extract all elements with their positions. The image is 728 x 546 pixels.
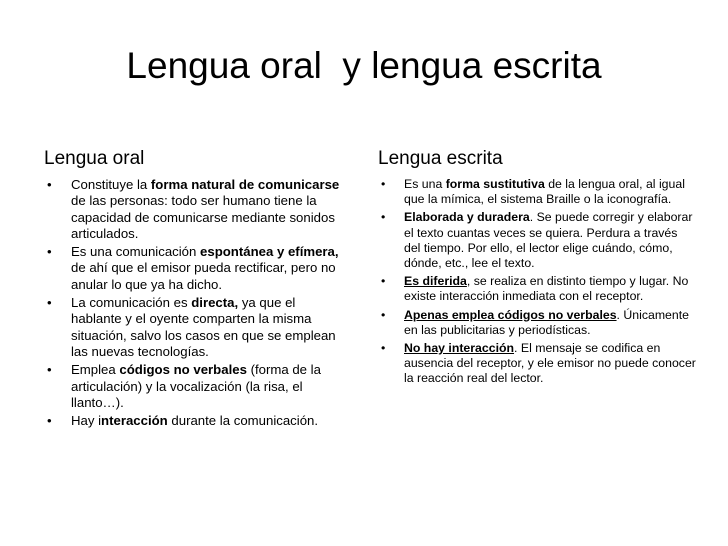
emphasis-text: Elaborada y duradera: [404, 210, 530, 225]
bullet-marker: •: [47, 244, 52, 260]
bullet-marker: •: [381, 341, 386, 356]
emphasis-text: directa,: [191, 295, 239, 311]
slide-title: Lengua oral y lengua escrita: [126, 45, 602, 86]
written-column: [378, 147, 696, 390]
list-item: [44, 177, 348, 242]
item-text: Emplea: [71, 362, 120, 378]
written-list: [378, 177, 696, 387]
item-text: de ahí que el emisor pueda rectificar, pero no anular lo que ya ha dicho.: [71, 260, 336, 292]
oral-column: [44, 147, 348, 431]
list-item: [44, 295, 348, 360]
emphasis-text: espontánea y efímera,: [200, 244, 339, 260]
emphasis-text: forma natural de comunicarse: [150, 177, 340, 192]
item-text: . El mensaje se codifica en ausencia del receptor, y ele emisor no puede conocer la reacción real del lector.: [404, 341, 696, 386]
item-text: , se realiza en distinto tiempo y lugar. No existe interacción inmediata con el receptor.: [404, 274, 689, 304]
written-heading: Lengua escrita: [378, 148, 503, 169]
emphasis-text: Es diferida: [404, 274, 467, 289]
oral-heading: Lengua oral: [44, 148, 145, 169]
item-text: ya que el hablante y el oyente comparten la misma situación, salvo los casos en que se emplean las nuevas tecnologías.: [71, 295, 336, 359]
oral-list: [44, 177, 348, 429]
emphasis-text: No hay interacción: [404, 341, 515, 356]
bullet-marker: •: [381, 210, 386, 225]
bullet-marker: •: [47, 362, 52, 378]
item-text: Es una: [404, 177, 446, 191]
list-item: [44, 244, 348, 293]
list-item: [378, 308, 696, 338]
emphasis-text: códigos no verbales: [119, 362, 247, 378]
list-item: [378, 177, 696, 207]
emphasis-text: nteracción: [101, 413, 168, 429]
bullet-marker: •: [47, 295, 52, 311]
list-item: [378, 274, 696, 304]
bullet-marker: •: [381, 274, 386, 289]
bullet-marker: •: [47, 413, 52, 429]
item-text: de la lengua oral, al igual que la mímica, el sistema Braille o la iconografía.: [404, 177, 685, 207]
item-text: Es una comunicación: [71, 244, 201, 260]
item-text: (forma de la articulación) y la vocalización (la risa, el llanto…).: [71, 362, 321, 410]
bullet-marker: •: [381, 307, 386, 322]
item-text: Hay i: [71, 413, 102, 429]
item-text: . Únicamente en las publicitarias y periodísticas.: [404, 307, 689, 337]
list-item: [44, 413, 348, 429]
list-item: [378, 210, 696, 271]
list-item: [378, 341, 696, 387]
item-text: de las personas: todo ser humano tiene la capacidad de comunicarse mediante sonidos articulados.: [71, 193, 335, 241]
bullet-marker: •: [381, 177, 386, 191]
emphasis-text: Apenas emplea códigos no verbales: [404, 307, 617, 322]
list-item: [44, 362, 348, 411]
item-text: Constituye la: [71, 177, 151, 192]
emphasis-text: forma sustitutiva: [445, 177, 545, 191]
item-text: La comunicación es: [71, 295, 192, 311]
item-text: durante la comunicación.: [167, 413, 319, 429]
bullet-marker: •: [47, 177, 52, 192]
item-text: . Se puede corregir y elaborar el texto cuantas veces se quiera. Perdura a través del tiempo. Por ello, el lector elige cuándo, cómo, dónde, etc., lee el texto.: [404, 210, 693, 271]
